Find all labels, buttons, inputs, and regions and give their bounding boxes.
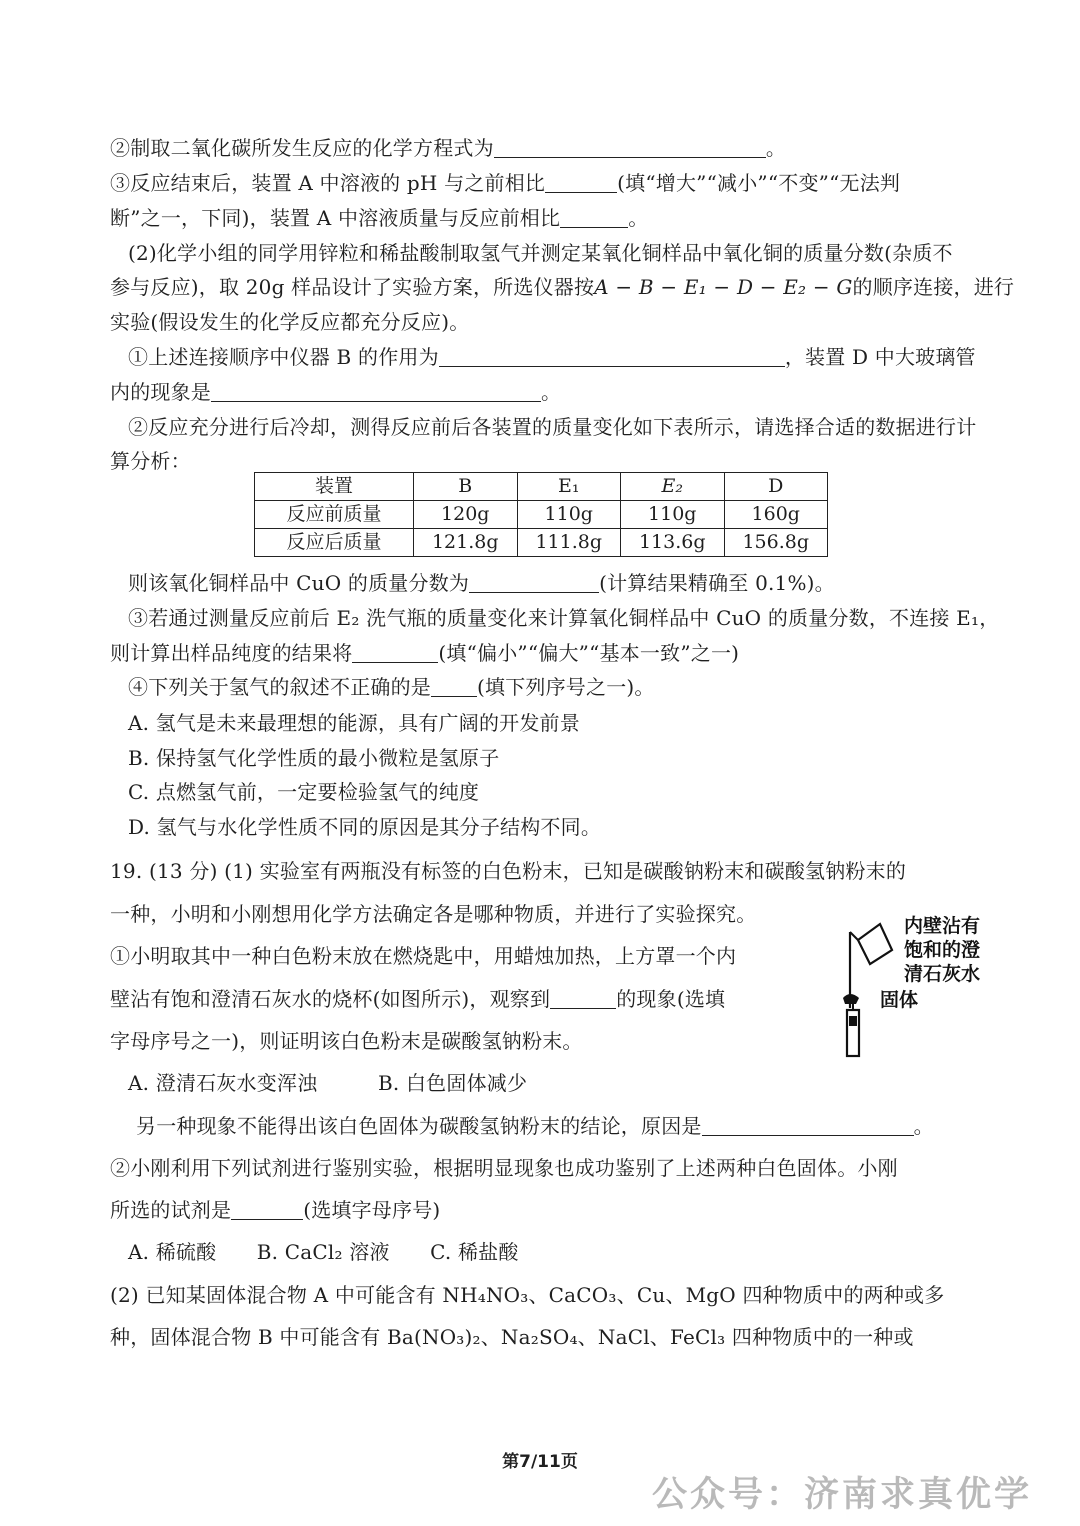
- line-text: (填“偏小”“偏大”“基本一致”之一): [438, 641, 740, 665]
- line-text: ③反应结束后，装置 A 中溶液的 pH 与之前相比: [110, 171, 546, 195]
- line-text: C. 点燃氢气前，一定要检验氢气的纯度: [128, 780, 480, 804]
- line-text: (选填字母序号): [303, 1198, 441, 1222]
- line-text: A. 氢气是未来最理想的能源，具有广阔的开发前景: [128, 711, 580, 735]
- text-line: [110, 272, 1014, 302]
- table-header-cell: D: [724, 473, 828, 501]
- line-text: 。: [628, 206, 649, 230]
- line-text: (2)化学小组的同学用锌粒和稀盐酸制取氢气并测定某氧化铜样品中氧化铜的质量分数(杂质不: [128, 241, 953, 265]
- line-text: 种，固体混合物 B 中可能含有 Ba(NO₃)₂、Na₂SO₄、NaCl、FeCl₃ 四种物质中的一种或: [110, 1325, 914, 1349]
- answer-blank[interactable]: [439, 344, 785, 367]
- table-header-cell: B: [414, 473, 518, 501]
- q19-options: [128, 1068, 527, 1098]
- text-line: [110, 638, 739, 668]
- table-cell: 110g: [621, 501, 725, 529]
- burning-spoon-beaker-diagram: [840, 912, 900, 1062]
- text-line: [136, 1111, 934, 1141]
- figure-label-line2: 饱和的澄: [904, 939, 981, 961]
- line-text: (2) 已知某固体混合物 A 中可能含有 NH₄NO₃、CaCO₃、Cu、MgO 四种物质中的两种或多: [110, 1283, 945, 1307]
- answer-blank[interactable]: [352, 640, 438, 663]
- apparatus-figure: [840, 912, 1010, 1062]
- answer-blank[interactable]: [560, 205, 628, 228]
- option-d: [128, 812, 601, 842]
- text-line: [110, 133, 786, 163]
- figure-label-line3: 清石灰水: [904, 963, 981, 985]
- text-line: [110, 1026, 583, 1056]
- answer-blank[interactable]: [231, 1197, 303, 1220]
- line-text: 另一种现象不能得出该白色固体为碳酸氢钠粉末的结论，原因是: [136, 1114, 702, 1138]
- line-text: (填“增大”“减小”“不变”“无法判: [617, 171, 901, 195]
- line-text: 算分析：: [110, 449, 191, 473]
- line-text: 则该氧化铜样品中 CuO 的质量分数为: [128, 571, 470, 595]
- text-line: [110, 1195, 440, 1225]
- line-text: 。: [765, 136, 787, 160]
- line-text: ②制取二氧化碳所发生反应的化学方程式为: [110, 136, 494, 160]
- line-text: 字母序号之一)，则证明该白色粉末是碳酸氢钠粉末。: [110, 1029, 583, 1053]
- line-text: 内的现象是: [110, 380, 211, 404]
- text-line: [128, 342, 976, 372]
- table-header-row: [255, 473, 828, 501]
- table-cell: 121.8g: [414, 529, 518, 557]
- table-cell: 110g: [517, 501, 621, 529]
- line-text: 断”之一，下同)，装置 A 中溶液质量与反应前相比: [110, 206, 561, 230]
- text-line: [110, 377, 561, 407]
- text-line: [110, 1322, 914, 1352]
- text-line: [128, 568, 835, 598]
- table-row: [255, 529, 828, 557]
- text-line: [110, 1280, 944, 1310]
- line-text: 。: [541, 380, 562, 404]
- text-line: [110, 984, 725, 1014]
- text-line: [128, 238, 953, 268]
- page-number: 第7/11页: [502, 1452, 578, 1472]
- answer-blank[interactable]: [494, 135, 766, 158]
- table-cell: 反应后质量: [255, 529, 414, 557]
- line-text: (计算结果精确至 0.1%)。: [599, 571, 835, 595]
- line-text: ②小刚利用下列试剂进行鉴别实验，根据明显现象也成功鉴别了上述两种白色固体。小刚: [110, 1156, 898, 1180]
- answer-blank[interactable]: [702, 1113, 914, 1136]
- text-line: [110, 168, 900, 198]
- text-line: [110, 307, 469, 337]
- line-text: ①小明取其中一种白色粉末放在燃烧匙中，用蜡烛加热，上方罩一个内: [110, 944, 737, 968]
- table-cell: 111.8g: [517, 529, 621, 557]
- line-text: 一种，小明和小刚想用化学方法确定各是哪种物质，并进行了实验探究。: [110, 902, 757, 926]
- line-text: (填下列序号之一)。: [477, 675, 655, 699]
- q19-reagent-options: [128, 1237, 519, 1267]
- line-text: 的现象(选填: [616, 987, 726, 1011]
- table-cell: 160g: [724, 501, 828, 529]
- table-header-cell: 装置: [255, 473, 414, 501]
- text-line: [110, 203, 648, 233]
- table-cell: 113.6g: [621, 529, 725, 557]
- line-text: 参与反应)，取 20g 样品设计了实验方案，所选仪器按: [110, 275, 595, 299]
- table-row: [255, 501, 828, 529]
- figure-label-solid: 固体: [880, 989, 919, 1011]
- line-text: ，装置 D 中大玻璃管: [784, 345, 976, 369]
- answer-blank[interactable]: [545, 170, 617, 193]
- line-text: A. 澄清石灰水变浑浊 B. 白色固体减少: [128, 1071, 528, 1095]
- line-text: 则计算出样品纯度的结果将: [110, 641, 353, 665]
- table-header-cell: E₁: [517, 473, 621, 501]
- line-text: 所选的试剂是: [110, 1198, 232, 1222]
- line-text: 19. (13 分) (1) 实验室有两瓶没有标签的白色粉末，已知是碳酸钠粉末和碳酸氢钠粉末的: [110, 859, 907, 883]
- line-text: ①上述连接顺序中仪器 B 的作用为: [128, 345, 439, 369]
- table-cell: 反应前质量: [255, 501, 414, 529]
- question-19-header: [110, 856, 906, 886]
- line-text: ③若通过测量反应前后 E₂ 洗气瓶的质量变化来计算氧化铜样品中 CuO 的质量分数，不连接 E₁，: [128, 606, 1000, 630]
- text-line: [110, 941, 736, 971]
- answer-blank[interactable]: [431, 674, 477, 697]
- text-line: [110, 1153, 898, 1183]
- text-line: [110, 899, 756, 929]
- option-c: [128, 777, 479, 807]
- line-text: 。: [913, 1114, 934, 1138]
- line-text: ②反应充分进行后冷却，测得反应前后各装置的质量变化如下表所示，请选择合适的数据进行计: [128, 415, 977, 439]
- line-text: B. 保持氢气化学性质的最小微粒是氢原子: [128, 746, 500, 770]
- table-header-cell: E₂: [621, 473, 725, 501]
- table-cell: 156.8g: [724, 529, 828, 557]
- watermark-text: 公众号：济南求真优学: [652, 1475, 1033, 1515]
- text-line: [110, 446, 191, 476]
- answer-blank[interactable]: [211, 379, 541, 402]
- text-line: [128, 412, 976, 442]
- watermark: [652, 1467, 1032, 1517]
- line-text: D. 氢气与水化学性质不同的原因是其分子结构不同。: [128, 815, 602, 839]
- line-text: 壁沾有饱和澄清石灰水的烧杯(如图所示)，观察到: [110, 987, 551, 1011]
- option-b: [128, 743, 499, 773]
- line-text: ④下列关于氢气的叙述不正确的是: [128, 675, 431, 699]
- line-text: 实验(假设发生的化学反应都充分反应)。: [110, 310, 470, 334]
- mass-change-table: [254, 472, 828, 557]
- answer-blank[interactable]: [550, 986, 616, 1009]
- answer-blank[interactable]: [469, 570, 599, 593]
- text-line: [128, 603, 999, 633]
- line-text: A. 稀硫酸 B. CaCl₂ 溶液 C. 稀盐酸: [128, 1240, 519, 1264]
- text-line: [128, 672, 655, 702]
- option-a: [128, 708, 580, 738]
- line-text: 的顺序连接，进行: [852, 275, 1015, 299]
- instrument-sequence: A − B − E₁ − D − E₂ − G: [594, 275, 853, 299]
- figure-label-line1: 内壁沾有: [904, 915, 981, 937]
- table-cell: 120g: [414, 501, 518, 529]
